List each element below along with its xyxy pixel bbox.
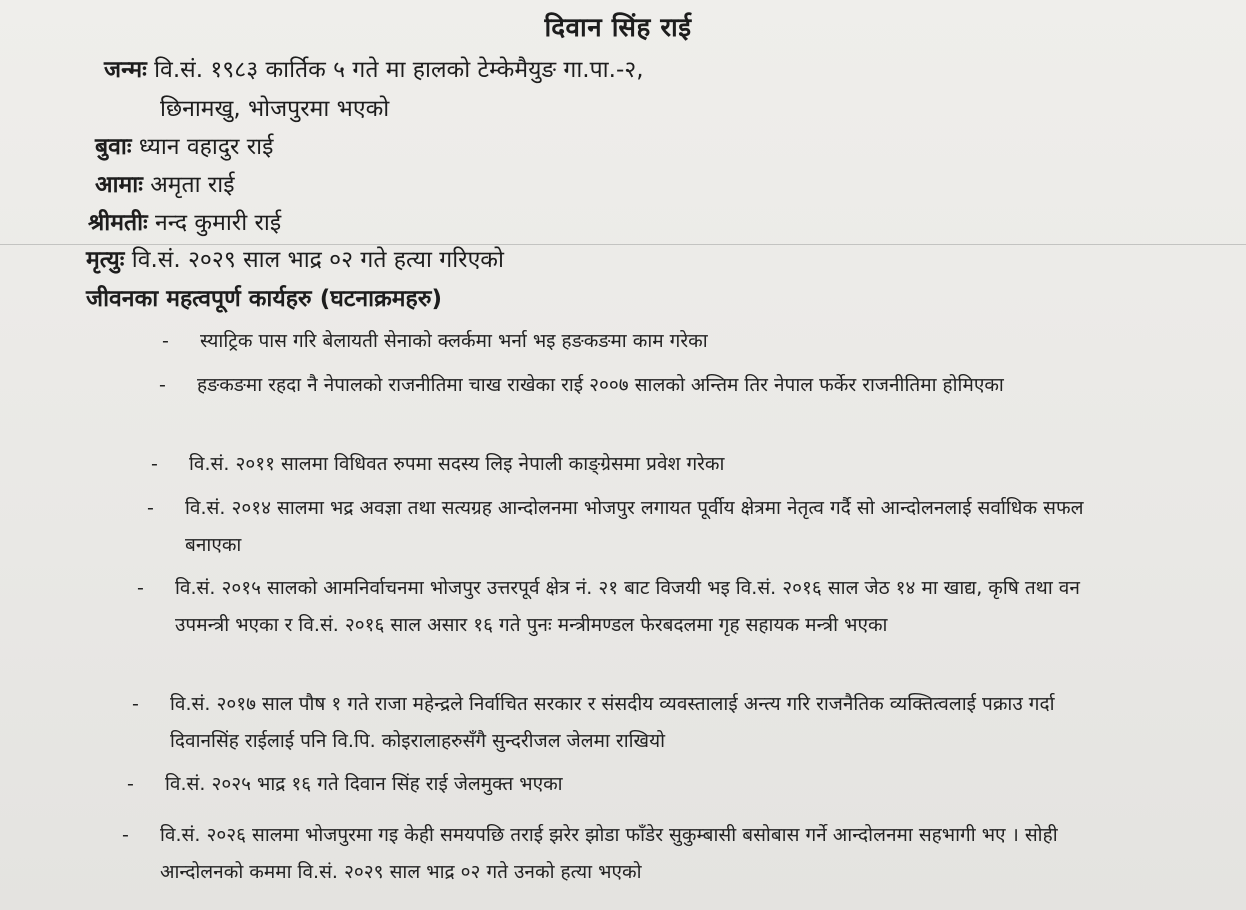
list-item	[147, 490, 1105, 564]
mother-value: अमृता राई	[150, 172, 235, 198]
list-item-text: वि.सं. २०२६ सालमा भोजपुरमा गइ केही समयपछि तराई झरेर झोडा फाँडेर सुकुम्बासी बसोबास गर्ने आन्दोलनमा सहभागी भए । सोही आन्दोलनको कममा वि.सं. २०२९ साल भाद्र ०२ गते उनको हत्या भएको	[160, 824, 1058, 883]
list-item-text: हङकङमा रहदा नै नेपालको राजनीतिमा चाख राखेका राई २००७ सालको अन्तिम तिर नेपाल फर्केर राजनीतिमा होमिएका	[197, 374, 1004, 396]
birth-value-line1: वि.सं. १९८३ कार्तिक ५ गते मा हालको टेम्केमैयुङ गा.पा.-२,	[154, 57, 644, 83]
father-row	[95, 129, 273, 161]
list-item	[162, 323, 1120, 360]
list-item	[159, 367, 1117, 404]
list-item-text: वि.सं. २०१७ साल पौष १ गते राजा महेन्द्रले निर्वाचित सरकार र संसदीय व्यवस्तालाई अन्त्य गरि राजनैतिक व्यक्तित्वलाई पक्राउ गर्दा दिवानसिंह राईलाई पनि वि.पि. कोइरालाहरुसँगै सुन्दरीजल जेलमा राखियो	[170, 693, 1055, 752]
list-bullet: -	[132, 693, 139, 715]
list-bullet: -	[122, 824, 129, 846]
wife-label: श्रीमतीः	[88, 210, 148, 236]
list-item-text: वि.सं. २०११ सालमा विधिवत रुपमा सदस्य लिइ नेपाली काङ्ग्रेसमा प्रवेश गरेका	[189, 453, 725, 475]
list-item	[127, 766, 1085, 803]
list-item-text: वि.सं. २०२५ भाद्र १६ गते दिवान सिंह राई जेलमुक्त भएका	[165, 773, 563, 795]
section-heading: जीवनका महत्वपूर्ण कार्यहरु (घटनाक्रमहरु)	[86, 286, 443, 312]
list-item	[122, 817, 1080, 891]
list-item	[137, 570, 1095, 644]
list-bullet: -	[137, 577, 144, 599]
birth-value-line2: छिनामखु, भोजपुरमा भएको	[160, 96, 390, 122]
mother-row	[95, 167, 235, 199]
wife-value: नन्द कुमारी राई	[155, 210, 282, 236]
mother-label: आमाः	[95, 172, 143, 198]
list-bullet: -	[162, 330, 169, 352]
wife-row	[88, 205, 281, 237]
list-item-text: स्याट्रिक पास गरि बेलायती सेनाको क्लर्कमा भर्ना भइ हङकङमा काम गरेका	[200, 330, 708, 352]
father-value: ध्यान वहादुर राई	[138, 134, 274, 160]
birth-row	[104, 52, 644, 84]
list-item	[132, 686, 1090, 760]
list-bullet: -	[159, 374, 166, 396]
list-item-text: वि.सं. २०१४ सालमा भद्र अवज्ञा तथा सत्यग्रह आन्दोलनमा भोजपुर लगायत पूर्वीय क्षेत्रमा नेतृत्व गर्दै सो आन्दोलनलाई सर्वाधिक सफल बनाएका	[185, 497, 1084, 556]
document-title: दिवान सिंह राई	[544, 13, 692, 43]
list-item-text: वि.सं. २०१५ सालको आमनिर्वाचनमा भोजपुर उत्तरपूर्व क्षेत्र नं. २१ बाट विजयी भइ वि.सं. २०१६ साल जेठ १४ मा खाद्य, कृषि तथा वन उपमन्त्री भएका र वि.सं. २०१६ साल असार १६ गते पुनः मन्त्रीमण्डल फेरबदलमा गृह सहायक मन्त्री भएका	[175, 577, 1080, 636]
birth-label: जन्मः	[104, 57, 147, 83]
death-label: मृत्युः	[86, 247, 125, 273]
list-bullet: -	[127, 773, 134, 795]
death-value: वि.सं. २०२९ साल भाद्र ०२ गते हत्या गरिएको	[131, 247, 504, 273]
list-bullet: -	[147, 497, 154, 519]
list-item	[151, 446, 1109, 483]
list-bullet: -	[151, 453, 158, 475]
father-label: बुवाः	[95, 134, 132, 160]
death-row	[86, 242, 504, 274]
